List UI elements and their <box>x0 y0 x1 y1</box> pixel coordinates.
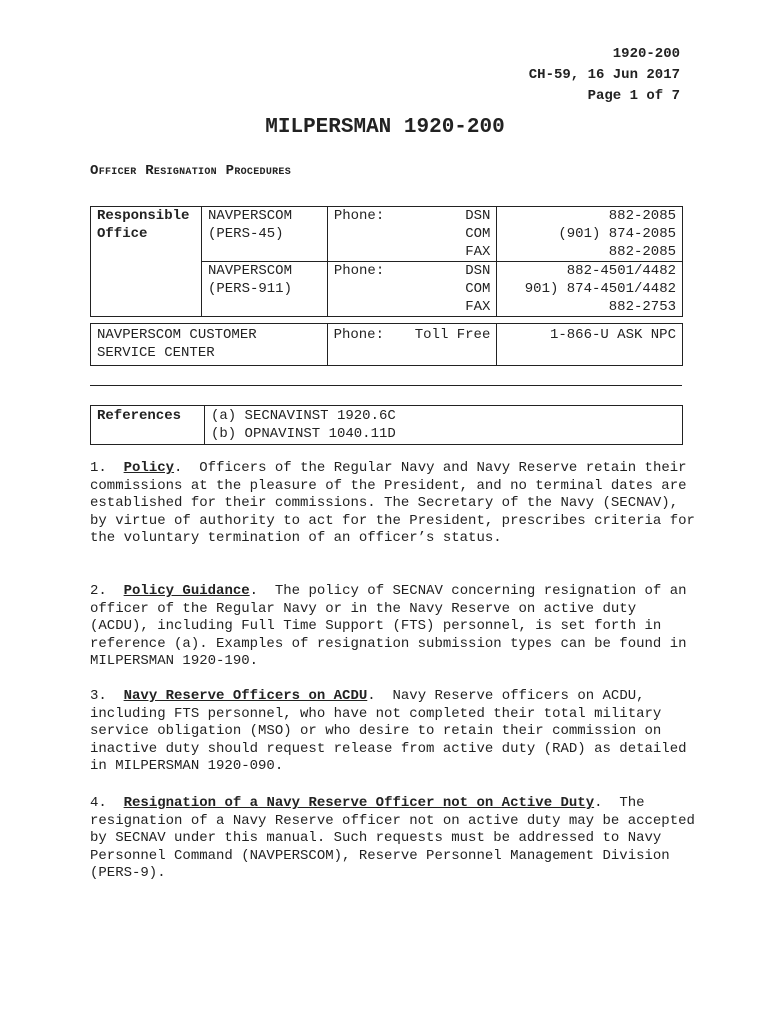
phone-numbers: 882-2085 (901) 874-2085 882-2085 <box>497 207 683 262</box>
office-name: NAVPERSCOM (PERS-911) <box>201 262 327 317</box>
references-list <box>204 406 682 445</box>
responsible-office-table <box>90 206 683 317</box>
subtitle-text: Officer Resignation Procedures <box>90 163 292 179</box>
paragraph-4: 4. Resignation of a Navy Reserve Officer not on Active Duty. The resignation of a Navy Reserve officer not on active duty may be accepted by SECNAV under this manual. Such requests must be addressed to Navy Personnel Command (NAVPERSCOM), Reserve Personnel Management Division (PERS-9). <box>90 795 695 881</box>
phone-numbers: 882-4501/4482 901) 874-4501/4482 882-2753 <box>497 262 683 317</box>
phone-label: Phone: <box>327 324 407 366</box>
references-table <box>90 405 683 445</box>
responsible-office-label: Responsible Office <box>91 207 202 317</box>
paragraph-3: 3. Navy Reserve Officers on ACDU. Navy Reserve officers on ACDU, including FTS personnel, who have not completed their total military service obligation (MSO) or who desire to retain their commission on inactive duty should request release from active duty (RAD) as detailed in MILPERSMAN 1920-090. <box>90 688 687 774</box>
phone-types: DSN COM FAX <box>407 207 497 262</box>
change-date: CH-59, 16 Jun 2017 <box>528 67 680 83</box>
reference-item: (a) SECNAVINST 1920.6C <box>210 408 396 424</box>
page-header <box>529 44 680 107</box>
reference-item: (b) OPNAVINST 1040.11D <box>210 426 396 442</box>
page-number: Page 1 of 7 <box>587 88 680 104</box>
section-divider <box>90 385 682 386</box>
page-title: MILPERSMAN 1920-200 <box>265 116 505 139</box>
phone-number: 1-866-U ASK NPC <box>497 324 683 366</box>
office-name: NAVPERSCOM (PERS-45) <box>201 207 327 262</box>
paragraph-heading: Navy Reserve Officers on ACDU <box>123 688 368 704</box>
paragraph-2: 2. Policy Guidance. The policy of SECNAV concerning resignation of an officer of the Regular Navy or in the Navy Reserve on active duty (ACDU), including Full Time Support (FTS) personnel, is set forth in reference (a). Examples of resignation submission types can be found in MILPERSMAN 1920-190. <box>90 583 687 669</box>
phone-label: Phone: <box>327 207 407 262</box>
page-subtitle <box>90 163 291 179</box>
references-label: References <box>91 406 205 445</box>
doc-number: 1920-200 <box>612 46 680 62</box>
phone-type: Toll Free <box>407 324 497 366</box>
paragraph-heading: Resignation of a Navy Reserve Officer not on Active Duty <box>123 795 595 811</box>
phone-label: Phone: <box>327 262 407 317</box>
phone-types: DSN COM FAX <box>407 262 497 317</box>
paragraph-heading: Policy Guidance <box>123 583 250 599</box>
paragraph-heading: Policy <box>123 460 175 476</box>
customer-center-name: NAVPERSCOM CUSTOMER SERVICE CENTER <box>91 324 328 366</box>
paragraph-1: 1. Policy. Officers of the Regular Navy and Navy Reserve retain their commissions at the pleasure of the President, and no terminal dates are established for their commissions. The Secretary of the Navy (SECNAV), by virtue of authority to act for the President, prescribes criteria for the voluntary termination of an officer’s status. <box>90 460 695 546</box>
customer-service-table <box>90 323 683 366</box>
